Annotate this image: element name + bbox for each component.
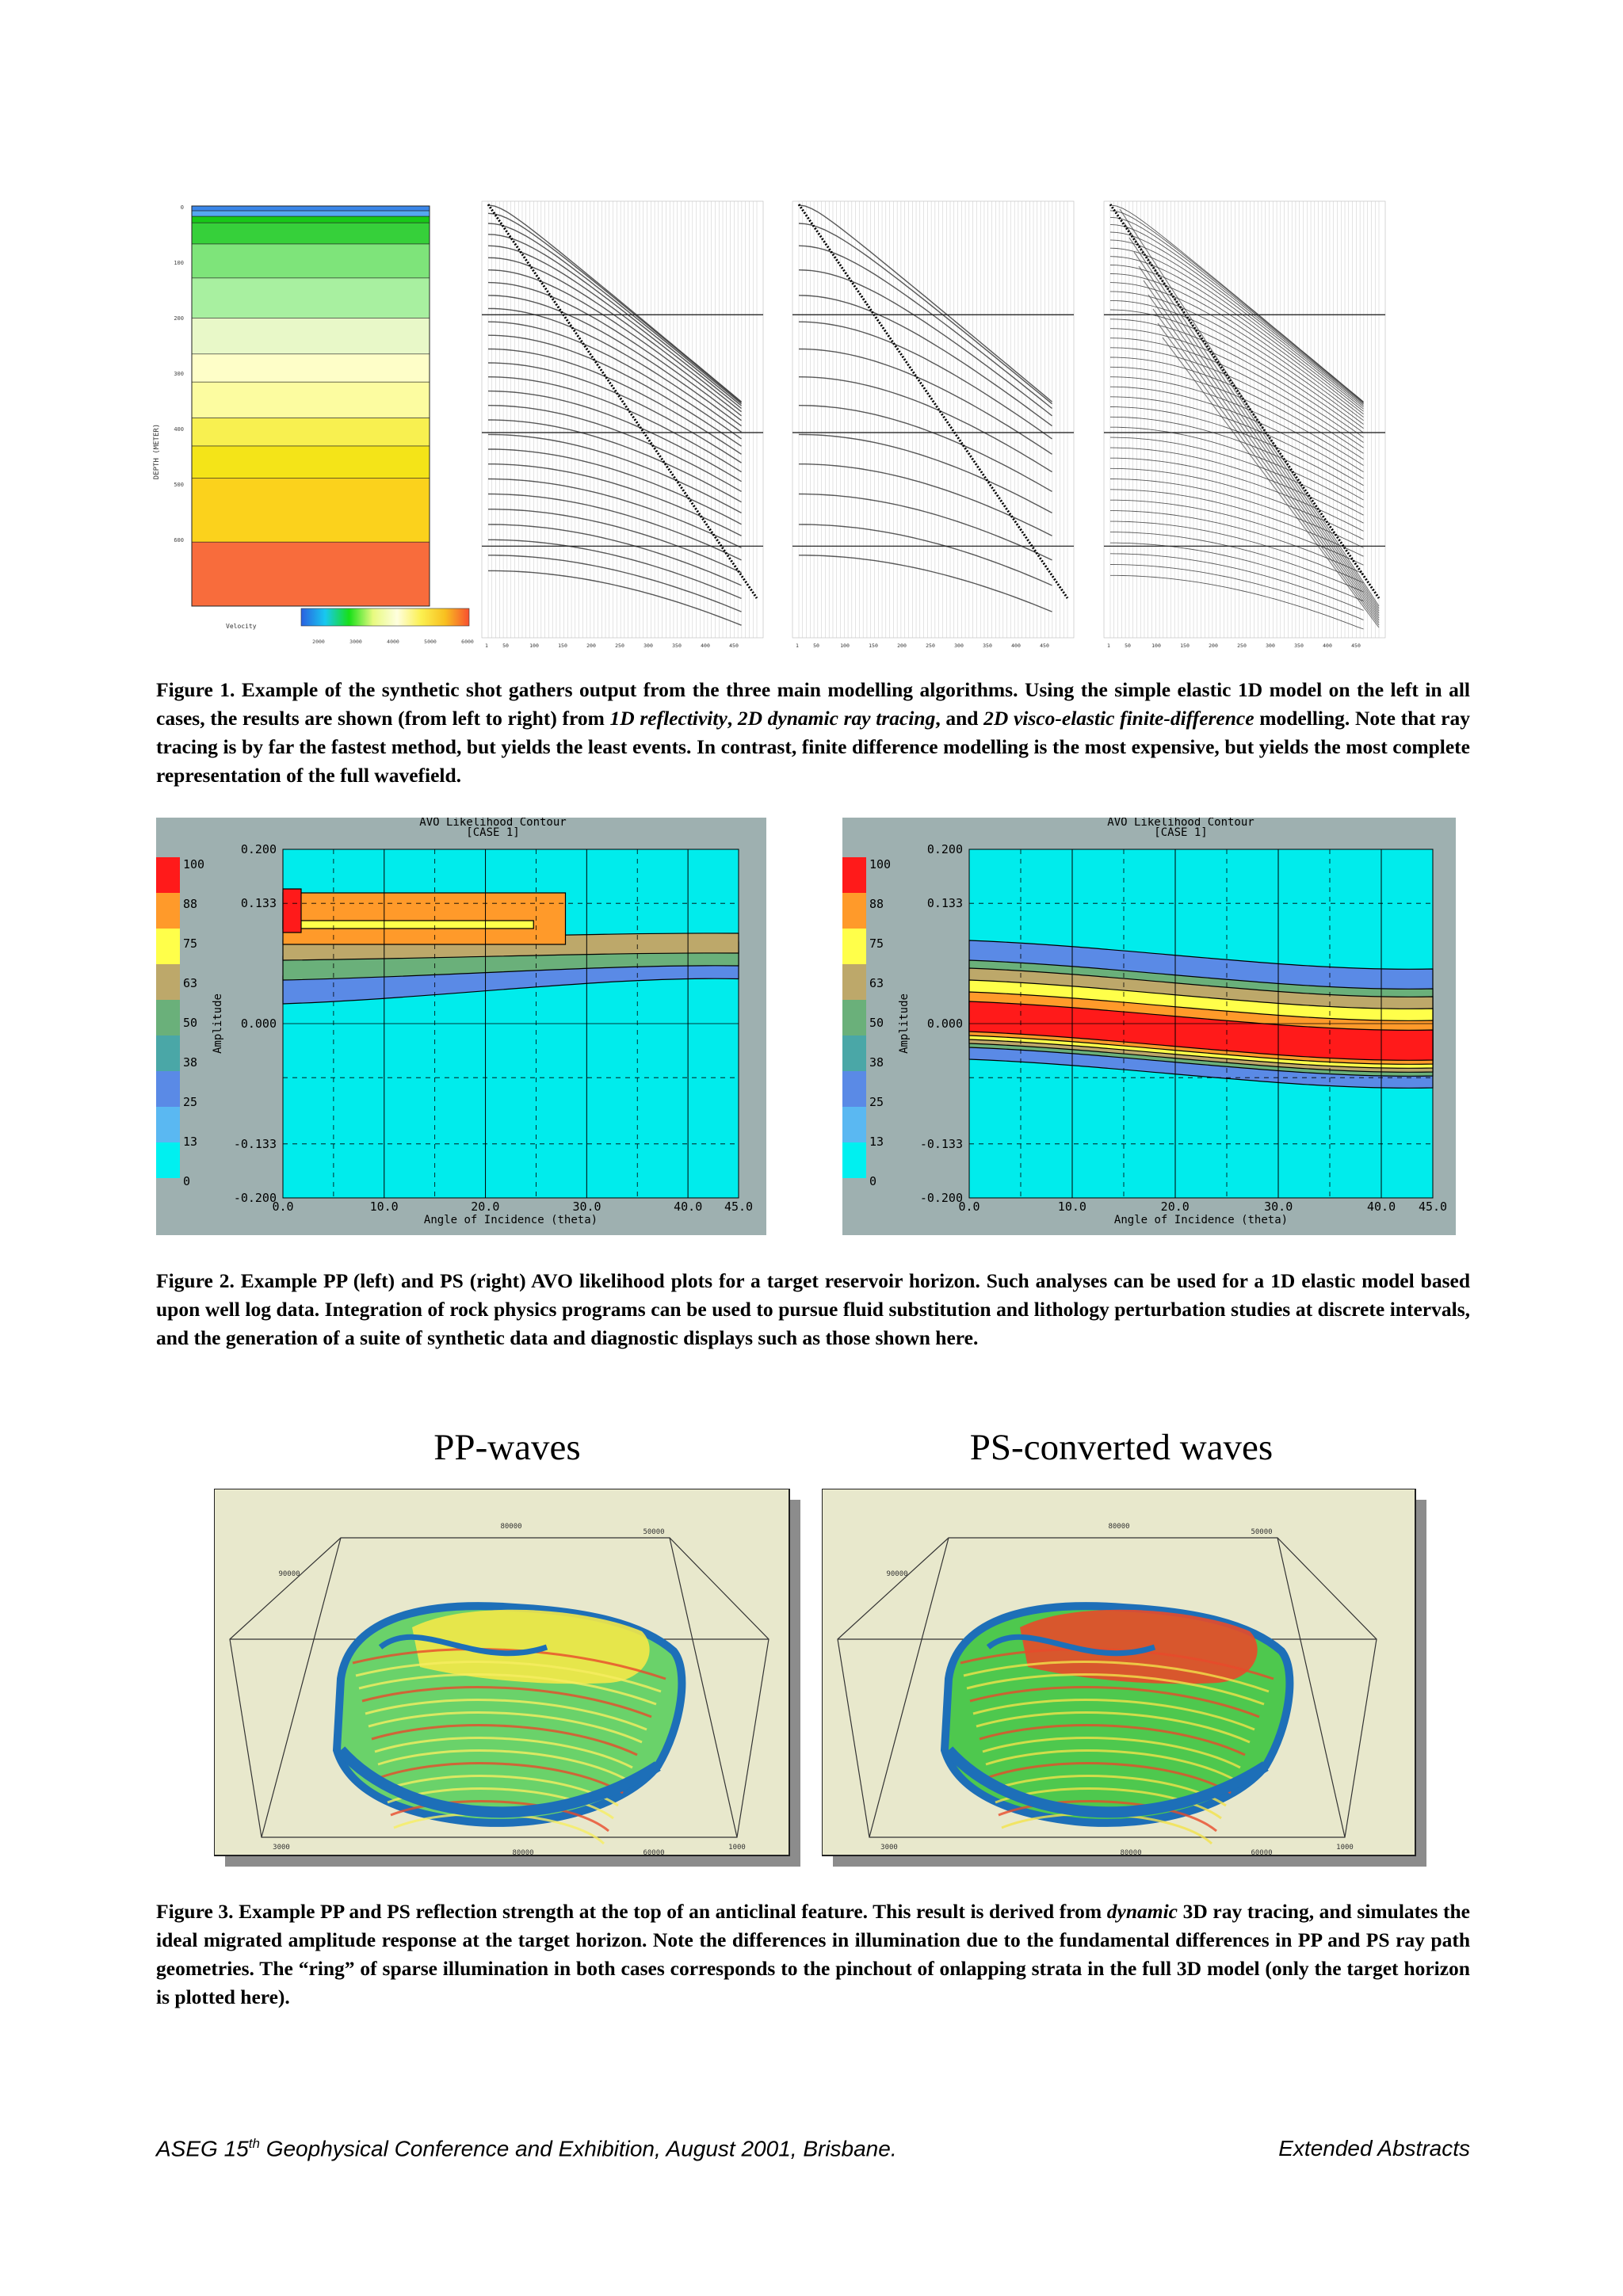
axis-label: 1000 <box>1336 1844 1354 1852</box>
offset-tick: 400 <box>1011 643 1021 649</box>
legend-swatch <box>842 1107 866 1142</box>
x-tick: 0.0 <box>958 1199 980 1214</box>
caption-method-3: 2D visco-elastic finite-difference <box>983 707 1254 730</box>
footer-text: Geophysical Conference and Exhibition, August 2001, Brisbane. <box>259 2136 897 2161</box>
model-layer <box>192 278 430 318</box>
depth-tick: 300 <box>174 371 184 377</box>
velocity-tick: 6000 <box>461 639 474 645</box>
legend-tick: 88 <box>869 897 884 911</box>
y-tick: 0.000 <box>926 1016 963 1031</box>
model-layer <box>192 542 430 606</box>
pp-waves-title: PP-waves <box>433 1427 581 1468</box>
axis-label: 3000 <box>273 1844 290 1852</box>
axis-label: 80000 <box>500 1523 522 1531</box>
offset-tick: 150 <box>1180 643 1190 649</box>
x-tick: 10.0 <box>369 1199 399 1214</box>
legend-tick: 38 <box>869 1055 884 1070</box>
offset-tick: 100 <box>840 643 850 649</box>
y-tick: -0.133 <box>919 1136 963 1151</box>
offset-tick: 350 <box>1294 643 1304 649</box>
shot-gather-reflectivity <box>482 201 763 649</box>
x-tick: 30.0 <box>572 1199 601 1214</box>
legend-swatch <box>156 1071 180 1107</box>
x-axis-label: Angle of Incidence (theta) <box>423 1214 598 1226</box>
offset-tick: 100 <box>1151 643 1161 649</box>
depth-tick: 200 <box>174 315 184 322</box>
x-tick: 45.0 <box>724 1199 754 1214</box>
legend-tick: 50 <box>869 1016 884 1030</box>
axis-label: 90000 <box>278 1570 300 1578</box>
velocity-tick: 5000 <box>424 639 437 645</box>
legend-tick: 100 <box>183 857 205 871</box>
depth-tick: 100 <box>174 260 184 266</box>
plot-subtitle: [CASE 1] <box>1154 826 1208 839</box>
axis-label: 80000 <box>1108 1523 1130 1531</box>
legend-swatch <box>156 929 180 964</box>
legend-swatch <box>156 857 180 893</box>
figure-3-right-panel <box>822 1489 1426 1867</box>
offset-tick: 300 <box>1266 643 1275 649</box>
legend-swatch <box>156 1142 180 1178</box>
x-tick: 0.0 <box>272 1199 294 1214</box>
legend-swatch <box>842 929 866 964</box>
legend-swatch <box>156 1035 180 1071</box>
caption-text: , <box>727 707 738 730</box>
model-layer <box>192 318 430 353</box>
legend-tick: 25 <box>183 1095 198 1109</box>
figure-1-graphic <box>151 190 1403 654</box>
model-layer <box>192 223 430 244</box>
offset-tick: 350 <box>983 643 992 649</box>
legend-swatch <box>842 1035 866 1071</box>
model-layer <box>192 206 430 211</box>
legend-swatch <box>842 964 866 1000</box>
footer-superscript: th <box>248 2136 260 2151</box>
legend-swatch <box>156 964 180 1000</box>
legend-tick: 75 <box>869 936 884 951</box>
offset-tick: 100 <box>529 643 539 649</box>
offset-tick: 350 <box>672 643 682 649</box>
velocity-tick: 2000 <box>312 639 325 645</box>
avo-plot-pp <box>156 818 766 1235</box>
legend-tick: 13 <box>869 1135 884 1149</box>
offset-tick: 50 <box>502 643 509 649</box>
x-axis-label: Angle of Incidence (theta) <box>1113 1214 1289 1226</box>
offset-tick: 450 <box>1351 643 1361 649</box>
axis-label: 3000 <box>880 1844 898 1852</box>
legend-tick: 100 <box>869 857 892 871</box>
axis-label: 60000 <box>643 1849 665 1857</box>
legend-swatch <box>842 1000 866 1035</box>
model-layer <box>192 244 430 278</box>
y-tick: 0.000 <box>240 1016 277 1031</box>
velocity-colorbar <box>301 608 469 626</box>
depth-tick: 400 <box>174 426 184 433</box>
offset-tick-first: 1 <box>485 643 488 649</box>
ps-reflection-strength-3d <box>822 1489 1426 1867</box>
figure-2-caption: Figure 2. Example PP (left) and PS (right) AVO likelihood plots for a target reservoir horizon. Such analyses can be used for a 1D elastic model based upon well log data. Integration of rock physics programs can be used to pursue fluid substitution and lithology perturbation studies at discrete intervals, and the generation of a suite of synthetic data and diagnostic displays such as those shown here. <box>156 1269 1470 1349</box>
shot-gather-raytrace <box>792 201 1074 649</box>
depth-tick: 600 <box>174 537 184 543</box>
y-tick: 0.200 <box>240 842 277 856</box>
x-tick: 30.0 <box>1264 1199 1293 1214</box>
caption-method-1: 1D reflectivity <box>609 707 727 730</box>
velocity-tick: 3000 <box>349 639 362 645</box>
axis-label: 80000 <box>1120 1849 1142 1857</box>
footer-conference <box>156 2136 897 2161</box>
legend-swatch <box>156 1000 180 1035</box>
offset-tick: 50 <box>1125 643 1131 649</box>
model-layer <box>192 382 430 418</box>
offset-tick: 400 <box>701 643 710 649</box>
caption-text: , and <box>935 707 984 730</box>
legend-tick: 13 <box>183 1135 198 1149</box>
caption-text: Figure 3. Example PP and PS reflection strength at the top of an anticlinal feature. This result is derived from <box>156 1900 1107 1923</box>
legend-tick: 63 <box>183 976 198 990</box>
model-layer <box>192 211 430 216</box>
axis-label: 1000 <box>728 1844 746 1852</box>
velocity-ticks <box>312 639 474 645</box>
model-layer <box>192 478 430 542</box>
footer-text: ASEG 15 <box>156 2136 249 2161</box>
x-tick: 10.0 <box>1057 1199 1086 1214</box>
offset-tick: 300 <box>643 643 653 649</box>
y-axis-label: Amplitude <box>898 994 911 1054</box>
offset-tick: 150 <box>558 643 567 649</box>
offset-tick: 200 <box>586 643 596 649</box>
offset-tick: 400 <box>1323 643 1332 649</box>
model-layer <box>192 446 430 478</box>
ps-waves-title: PS-converted waves <box>969 1427 1274 1468</box>
legend-swatch <box>842 1142 866 1178</box>
footer-extended-abstracts: Extended Abstracts <box>1278 2136 1470 2161</box>
legend-tick: 38 <box>183 1055 198 1070</box>
legend-tick: 25 <box>869 1095 884 1109</box>
shot-gathers <box>482 201 1385 649</box>
legend-tick: 88 <box>183 897 198 911</box>
velocity-colorbar-bar <box>301 608 469 626</box>
velocity-label: Velocity <box>226 623 257 630</box>
offset-tick-first: 1 <box>1107 643 1110 649</box>
axis-label: 50000 <box>1251 1528 1273 1536</box>
shot-gather-fd <box>1104 201 1385 649</box>
axis-label: 50000 <box>643 1528 665 1536</box>
depth-ticks <box>174 204 184 543</box>
y-tick: -0.200 <box>919 1191 963 1205</box>
likelihood-band <box>283 889 301 933</box>
offset-tick: 250 <box>926 643 935 649</box>
depth-tick: 500 <box>174 482 184 488</box>
y-tick: 0.133 <box>240 896 277 911</box>
figure-1-caption <box>156 676 1470 790</box>
model-layer <box>192 418 430 446</box>
offset-tick: 450 <box>1040 643 1049 649</box>
y-tick: 0.200 <box>926 842 963 856</box>
offset-tick: 300 <box>954 643 964 649</box>
x-tick: 40.0 <box>674 1199 703 1214</box>
caption-text: Figure 1. Example of the synthetic shot gathers output from the three main modelling algorithms. Using the simple elastic 1D model on the left in all cases, the results are shown (from left to right) from <box>156 678 1470 730</box>
figure-2-left-plot <box>156 818 766 1235</box>
offset-tick: 50 <box>813 643 819 649</box>
figure-1 <box>151 190 1403 654</box>
plot-title: AVO Likelihood Contour <box>1107 818 1254 829</box>
legend-swatch <box>842 893 866 929</box>
legend-tick: 0 <box>183 1174 191 1188</box>
y-tick: 0.133 <box>926 896 963 911</box>
model-layer <box>192 216 430 223</box>
avo-plot-ps <box>842 818 1456 1235</box>
plot-title: AVO Likelihood Contour <box>419 818 567 829</box>
x-tick: 20.0 <box>471 1199 500 1214</box>
velocity-tick: 4000 <box>387 639 399 645</box>
x-tick: 45.0 <box>1418 1199 1448 1214</box>
offset-tick: 200 <box>1209 643 1218 649</box>
legend-swatch <box>842 857 866 893</box>
depth-tick: 0 <box>180 204 184 211</box>
y-axis-label: Amplitude <box>212 994 224 1054</box>
offset-tick: 250 <box>615 643 624 649</box>
caption-emphasis: dynamic <box>1106 1900 1178 1923</box>
legend-tick: 63 <box>869 976 884 990</box>
likelihood-band <box>283 893 566 944</box>
model-layer <box>192 354 430 382</box>
legend-swatch <box>156 1107 180 1142</box>
legend-swatch <box>156 893 180 929</box>
plot-subtitle: [CASE 1] <box>466 826 520 839</box>
likelihood-band <box>283 921 533 929</box>
figure-3-left-panel <box>214 1489 800 1867</box>
offset-tick: 150 <box>869 643 878 649</box>
figure-3-caption <box>156 1897 1470 2012</box>
y-tick: -0.200 <box>233 1191 277 1205</box>
axis-label: 90000 <box>886 1570 908 1578</box>
legend-swatch <box>842 1071 866 1107</box>
depth-axis-label: DEPTH (METER) <box>153 423 161 480</box>
axis-label: 60000 <box>1251 1849 1273 1857</box>
y-tick: -0.133 <box>233 1136 277 1151</box>
pp-reflection-strength-3d <box>214 1489 800 1867</box>
offset-tick: 450 <box>729 643 739 649</box>
caption-text: modelling. Note that ray tracing is by far the fastest method, but yields the least events. In contrast, finite difference modelling is the most expensive, but yields the most complete representation of the full wavefield. <box>156 707 1470 787</box>
x-tick: 20.0 <box>1160 1199 1190 1214</box>
legend-tick: 75 <box>183 936 198 951</box>
legend-tick: 50 <box>183 1016 198 1030</box>
caption-method-2: 2D dynamic ray tracing <box>737 707 936 730</box>
axis-label: 80000 <box>512 1849 534 1857</box>
figure-2-right-plot <box>842 818 1456 1235</box>
offset-tick: 250 <box>1237 643 1247 649</box>
legend-tick: 0 <box>869 1174 877 1188</box>
offset-tick-first: 1 <box>796 643 799 649</box>
caption-text: 3D ray tracing, and simulates the ideal migrated amplitude response at the target horizon. Note the differences in illumination due to the fundamental differences in PP and PS ray path geometries. The “ring” of sparse illumination in both cases corresponds to the pinchout of onlapping strata in the full 3D model (only the target horizon is plotted here). <box>156 1900 1471 2008</box>
x-tick: 40.0 <box>1367 1199 1396 1214</box>
velocity-depth-model <box>192 206 430 606</box>
offset-tick: 200 <box>897 643 907 649</box>
